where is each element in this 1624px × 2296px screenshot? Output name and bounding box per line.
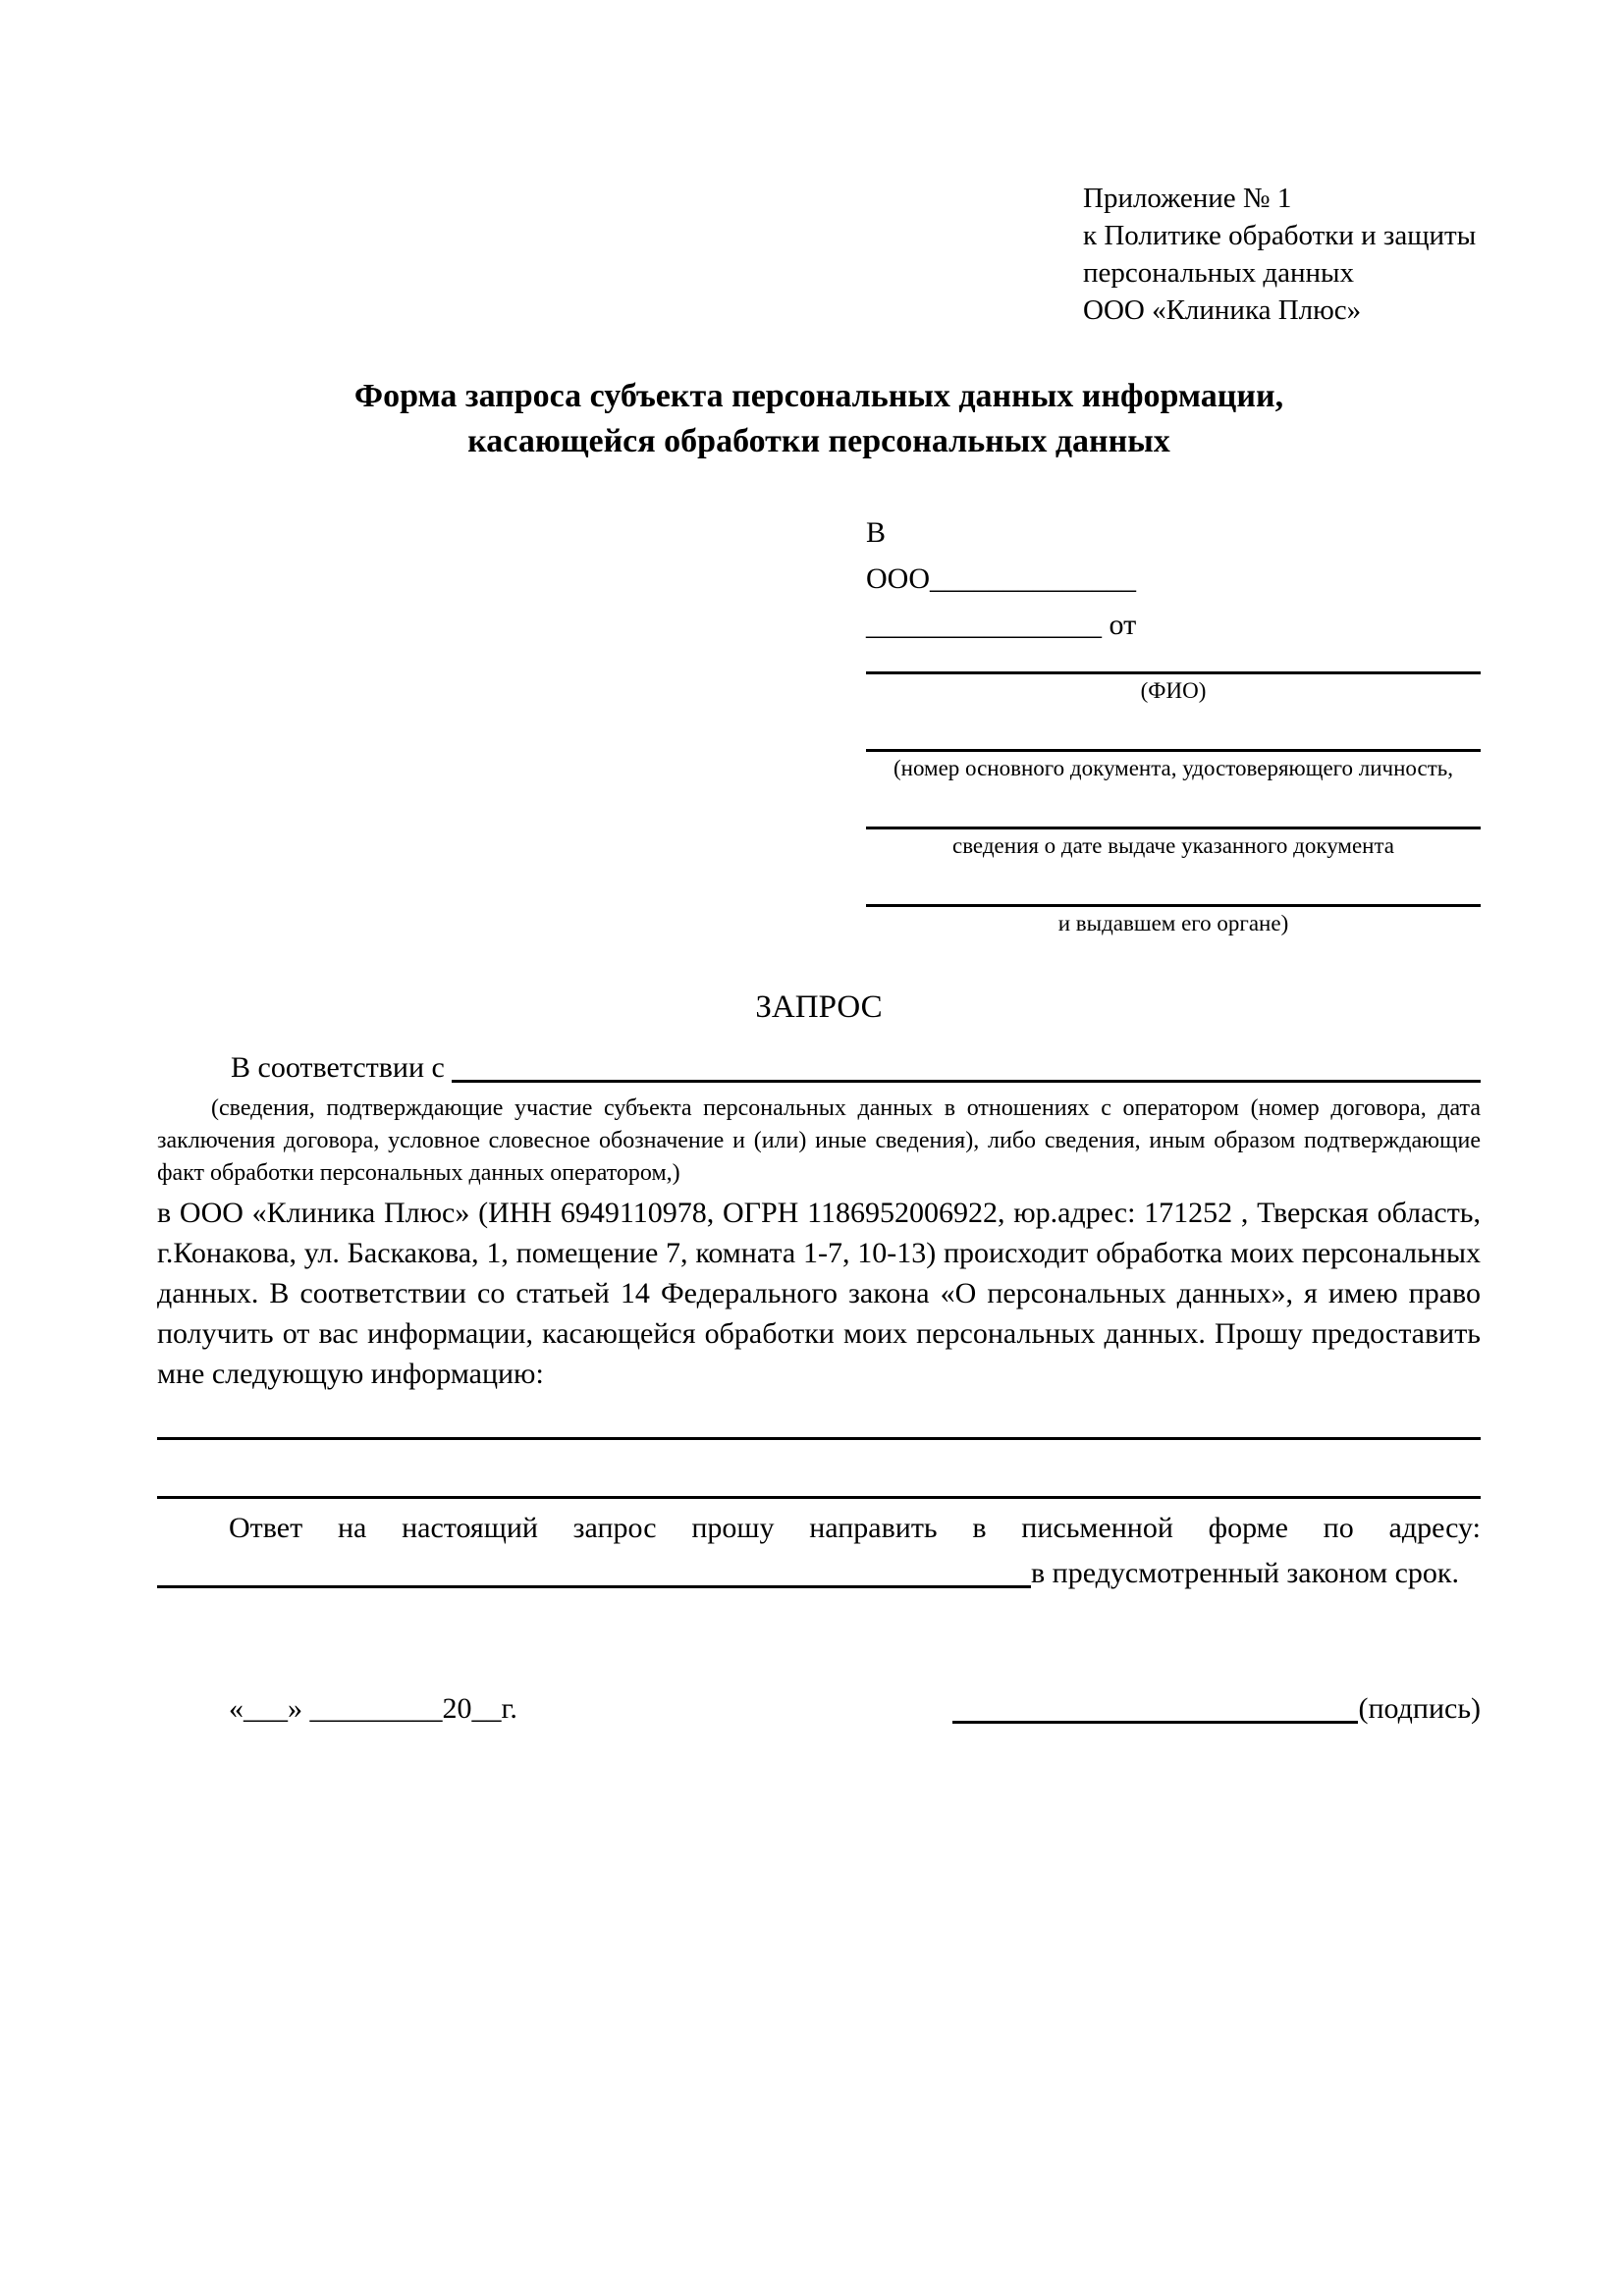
reply-address-blank-line	[157, 1585, 1031, 1588]
recipient-prefix: В	[866, 516, 887, 549]
basis-row	[157, 1048, 1481, 1088]
request-heading: ЗАПРОС	[755, 989, 883, 1025]
basis-prefix: В соответствии с	[231, 1051, 453, 1084]
appendix-header-line: персональных данных	[1083, 257, 1355, 289]
addressee-block	[866, 509, 1481, 936]
appendix-header-line: Приложение № 1	[1083, 183, 1292, 214]
document-title-line2: касающейся обработки персональных данных	[467, 423, 1170, 459]
issuer-blank-line	[866, 859, 1481, 907]
reply-address-row	[157, 1553, 1481, 1593]
basis-note: (сведения, подтверждающие участие субъекта персональных данных в отношениях с оператором (номер договора, дата заключения договора, условное словесное обозначение и (или) иные сведения), либо сведения, иным образом подтверждающие факт обработки персональных данных оператором,)	[157, 1095, 1481, 1186]
reply-sentence: Ответ на настоящий запрос прошу направить в письменной форме по адресу:	[229, 1512, 1481, 1544]
id-doc-blank-line	[866, 704, 1481, 752]
basis-blank-line	[452, 1048, 1481, 1083]
appendix-header	[1083, 180, 1481, 329]
appendix-header-line: к Политике обработки и защиты	[1083, 220, 1477, 251]
reply-suffix: в предусмотренный законом срок.	[1031, 1557, 1459, 1589]
document-title	[157, 374, 1481, 464]
info-blank-line-1	[157, 1437, 1481, 1440]
signature-group	[952, 1689, 1481, 1729]
document-title-line1: Форма запроса субъекта персональных данных информации,	[353, 378, 1284, 414]
signature-caption: (подпись)	[1358, 1692, 1481, 1725]
issue-date-caption: сведения о дате выдаче указанного документа	[951, 833, 1395, 858]
recipient-ooo-blank: ООО______________	[866, 562, 1136, 595]
info-blank-line-2	[157, 1496, 1481, 1499]
fio-blank-line	[866, 648, 1481, 674]
signature-blank-line	[952, 1691, 1358, 1724]
issuer-caption: и выдавшем его органе)	[1057, 911, 1289, 935]
fio-caption: (ФИО)	[1140, 678, 1207, 703]
appendix-header-line: ООО «Клиника Плюс»	[1083, 294, 1362, 326]
sender-from-blank: ________________ от	[866, 609, 1137, 641]
footer-row	[157, 1689, 1481, 1729]
date-field: «___» _________20__г.	[229, 1692, 517, 1725]
request-body: в ООО «Клиника Плюс» (ИНН 6949110978, ОГРН 1186952006922, юр.адрес: 171252 , Тверская область, г.Конакова, ул. Баскакова, 1, помещение 7, комната 1-7, 10-13) происходит обработка моих персональных данных. В соответствии со статьей 14 Федерального закона «О персональных данных», я имею право получить от вас информации, касающейся обработки моих персональных данных. Прошу предоставить мне следующую информацию:	[157, 1197, 1481, 1390]
issue-date-blank-line	[866, 781, 1481, 829]
id-doc-caption: (номер основного документа, удостоверяющего личность,	[893, 756, 1453, 780]
